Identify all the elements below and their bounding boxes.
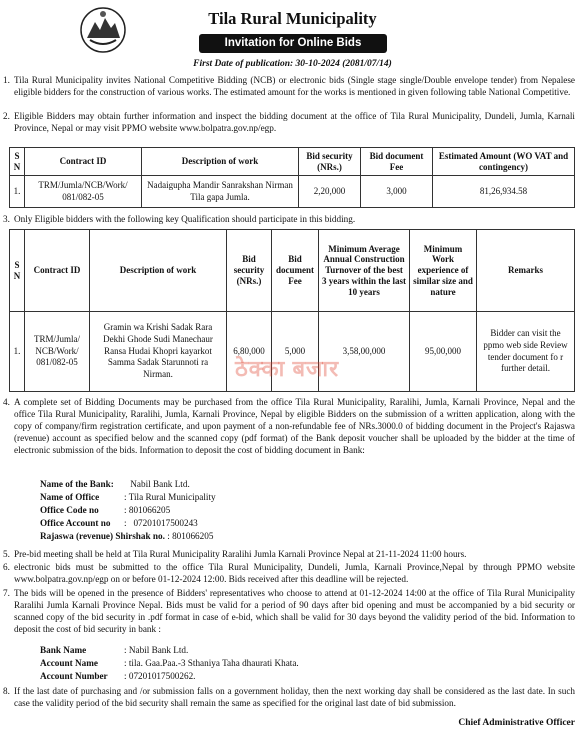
bank-name-row: Name of the Bank: Nabil Bank Ltd.	[40, 479, 190, 489]
table-cell: Bidder can visit the ppmo web side Review tender document fo r further detail.	[477, 312, 575, 392]
table-cell: Nadaiguphа Mandir Sanrakshan Nirman Tila gapa Jumla.	[142, 176, 299, 208]
table-cell: 2,20,000	[299, 176, 361, 208]
bank2-account-name-row: Account Name : tila. Gaa.Paa.-3 Sthaniya Taha dhaurati Khata.	[40, 658, 299, 668]
watermark-logo: ठेक्का बजार	[235, 356, 340, 381]
table-header: Minimum Average Annual Construction Turnover of the best 3 years within the last 10 years	[319, 230, 410, 312]
clause-4: 4. A complete set of Bidding Documents may be purchased from the office Tila Rural Municipality, Raralihi, Jumla, Karnali Province, Nepal and the office Tila Rural Municipality, Raralihi, Jumla, Karnali Province, Nepal by eligible Bidders on the submission of a written application, along with the copy of company/firm registration certificate, and upon payment of a non-refundable fee of NRs.3000.0 of bidding document in the Project's Rajaswa (revenue) account as specified below and the scanned copy (pdf format) of the Bank deposit voucher shall be uploaded by the bidder at the time of electronic submission of the bids. Information to deposit the cost of bidding document in Bank:	[3, 397, 575, 455]
table-cell: 1.	[10, 176, 25, 208]
table-cell: 1.	[10, 312, 25, 392]
table-cell: 3,58,00,000	[319, 312, 410, 392]
table-header: Remarks	[477, 230, 575, 312]
clause-3: 3. Only Eligible bidders with the following key Qualification should participate in this bidding.	[3, 214, 356, 224]
table-header: Bid security (NRs.)	[299, 148, 361, 176]
table-header: Minimum Work experience of similar size and nature	[410, 230, 477, 312]
clause-7: 7. The bids will be opened in the presence of Bidders' representatives who choose to attend at 01-12-2024 14:00 at the office of Tila Rural Municipality Raralihi Jumla Karnali Province Nepal. Bids must be valid for a period of 90 days after bid opening and must be accompanied by a bid security or scanned copy of the bid security in .pdf format in case of e-bid, which shall be valid for 30 days beyond the validity period of the bid. Information to deposit the cost of bid security in bank :	[3, 588, 575, 634]
table-header: Description of work	[142, 148, 299, 176]
publication-date: First Date of publication: 30-10-2024 (2081/07/14)	[193, 59, 392, 69]
bank2-account-number-row: Account Number : 07201017500262.	[40, 671, 196, 681]
table-header: Description of work	[90, 230, 227, 312]
table-header: Bid document Fee	[272, 230, 319, 312]
table-header: Bid document Fee	[361, 148, 433, 176]
table-cell: TRM/Jumla/ NCB/Work/ 081/082-05	[25, 312, 90, 392]
bank2-name-row: Bank Name : Nabil Bank Ltd.	[40, 645, 189, 655]
clause-8: 8. If the last date of purchasing and /or submission falls on a government holiday, then the next working day shall be considered as the last date. In such case the validity period of the bid security shall remain the same as specified for the original last date of bid submission.	[3, 686, 575, 708]
clause-2: 2. Eligible Bidders may obtain further information and inspect the bidding document at the office of Tila Rural Municipality, Dundeli, Jumla, Karnali Province, Nepal or may visit PPMO website www.bolpatra.gov.np/egp.	[3, 111, 575, 133]
table-row	[10, 176, 575, 208]
table-cell: 3,000	[361, 176, 433, 208]
clause-1: 1. Tila Rural Municipality invites National Competitive Bidding (NCB) or electronic bids (Single stage single/Double envelope tender) from Nepalese eligible bidders for the construction of various works. The estimated amount for the works is mentioned in given following table National Competitive.	[3, 75, 575, 97]
table-header: Contract ID	[25, 230, 90, 312]
table-cell: TRM/Jumla/NCB/Work/ 081/082-05	[25, 176, 142, 208]
table-cell: 95,00,000	[410, 312, 477, 392]
banner-heading: Invitation for Online Bids	[199, 34, 387, 53]
table-cell: 81,26,934.58	[433, 176, 575, 208]
bid-table-1	[9, 147, 575, 208]
clause-6: 6. electronic bids must be submitted to the office Tila Rural Municipality, Dundeli, Jumla, Karnali Province,Nepal by through PPMO website www.bolpatra.gov.np/egp on or before 01-12-2024 12:00. Bids received after this deadline will be rejected.	[3, 562, 575, 584]
table-header: Bid security (NRs.)	[227, 230, 272, 312]
table-header: S N	[10, 230, 25, 312]
office-name-row: Name of Office : Tila Rural Municipality	[40, 492, 216, 502]
table-header: S N	[10, 148, 25, 176]
office-code-row: Office Code no : 801066205	[40, 505, 171, 515]
table-header: Contract ID	[25, 148, 142, 176]
table-cell: 6,80,000	[227, 312, 272, 392]
table-cell: Gramin wa Krishi Sadak Rara Dekhi Ghode Sudi Manechaur Ransa Hudai Khopri kayarkot Samma Sadak Starunnoti ra Nirman.	[90, 312, 227, 392]
office-account-row: Office Account no : 07201017500243	[40, 518, 198, 528]
clause-5: 5. Pre-bid meeting shall be held at Tila Rural Municipality Raralihi Jumla Karnali Province Nepal at 21-11-2024 11:00 hours.	[3, 549, 467, 559]
rajaswa-row: Rajaswa (revenue) Shirshak no. : 801066205	[40, 531, 214, 541]
signature-title: Chief Administrative Officer	[458, 718, 575, 728]
table-header: Estimated Amount (WO VAT and contingency)	[433, 148, 575, 176]
table-cell: 5,000	[272, 312, 319, 392]
page-title: Tila Rural Municipality	[208, 9, 377, 28]
